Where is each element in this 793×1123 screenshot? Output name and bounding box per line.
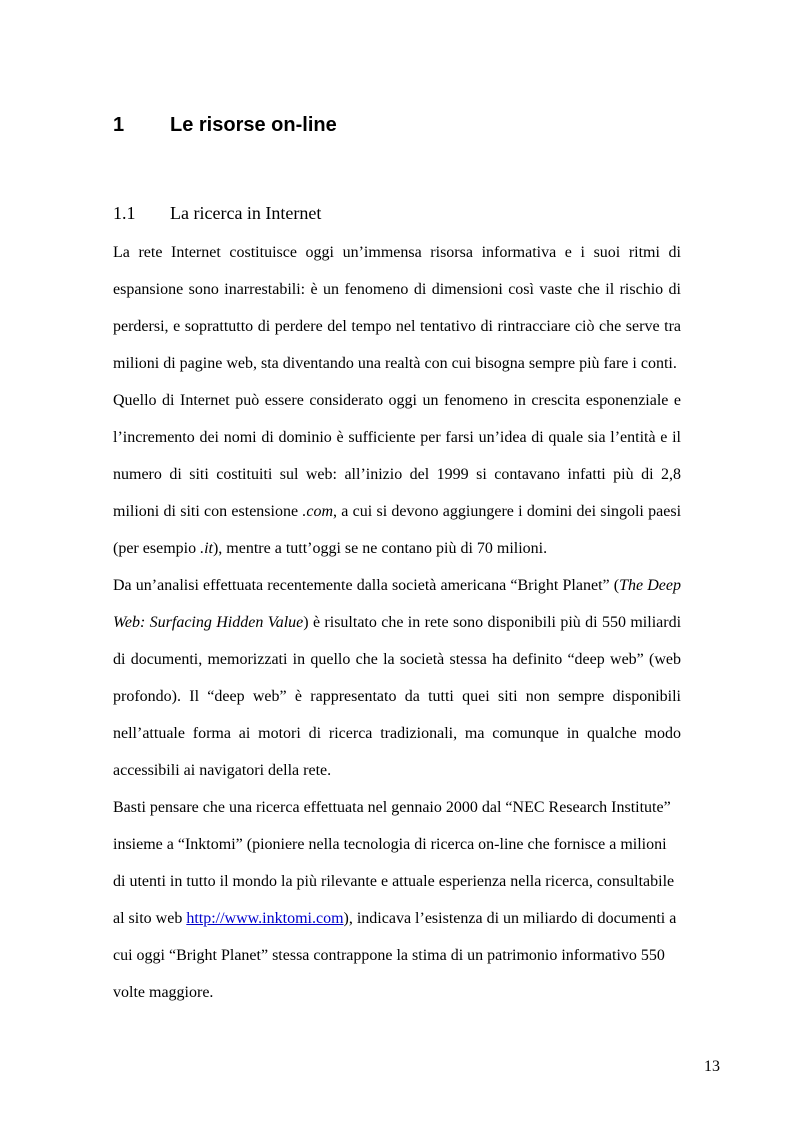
paragraph-3 bbox=[113, 567, 681, 789]
paragraph-4-text-a: Basti pensare che una ricerca effettuata nel gennaio 2000 dal “NEC Research Institute” insieme a “Inktomi” (pioniere nella tecnologia di ricerca on-line che fornisce a milioni di utenti in tutto il mondo la più rilevante e attuale esperienza nella ricerca, consultabile al sito web bbox=[113, 799, 675, 927]
section-title: La ricerca in Internet bbox=[170, 203, 322, 223]
body-text bbox=[113, 234, 681, 1011]
paragraph-2 bbox=[113, 382, 681, 567]
chapter-number: 1 bbox=[113, 114, 125, 136]
paragraph-4 bbox=[113, 789, 681, 1011]
paragraph-4-text-b: ), indicava l’esistenza di un miliardo di documenti a cui oggi “Bright Planet” stessa contrappone la stima di un patrimonio informativo 550 volte maggiore. bbox=[113, 910, 677, 1001]
study-title: The Deep Web: Surfacing Hidden Value bbox=[113, 577, 681, 631]
paragraph-3-text-a: Da un’analisi effettuata recentemente dalla società americana “Bright Planet” ( bbox=[113, 577, 620, 594]
domain-extension-it: .it bbox=[200, 540, 213, 557]
chapter-heading bbox=[113, 111, 337, 139]
inktomi-link[interactable]: http://www.inktomi.com bbox=[186, 910, 344, 927]
page-number: 13 bbox=[704, 1058, 720, 1075]
section-heading bbox=[113, 200, 321, 226]
paragraph-1: La rete Internet costituisce oggi un’immensa risorsa informativa e i suoi ritmi di espansione sono inarrestabili: è un fenomeno di dimensioni così vaste che il rischio di perdersi, e soprattutto di perdere del tempo nel tentativo di rintracciare ciò che serve tra milioni di pagine web, sta diventando una realtà con cui bisogna sempre più fare i conti. bbox=[113, 244, 681, 372]
paragraph-3-text-b: ) è risultato che in rete sono disponibili più di 550 miliardi di documenti, memorizzati in quello che la società stessa ha definito “deep web” (web profondo). Il “deep web” è rappresentato da tutti quei siti non sempre disponibili nell’attuale forma ai motori di ricerca tradizionali, ma comunque in qualche modo accessibili ai navigatori della rete. bbox=[113, 614, 682, 779]
paragraph-2-text-c: ), mentre a tutt’oggi se ne contano più di 70 milioni. bbox=[212, 540, 548, 557]
domain-extension-com: .com bbox=[302, 503, 334, 520]
paragraph-2-text-b: , a cui si devono aggiungere i domini dei singoli paesi (per esempio bbox=[113, 503, 682, 557]
section-number: 1.1 bbox=[113, 203, 136, 223]
paragraph-2-text-a: Quello di Internet può essere considerato oggi un fenomeno in crescita esponenziale e l’incremento dei nomi di dominio è sufficiente per farsi un’idea di quale sia l’entità e il numero di siti costituiti sul web: all’inizio del 1999 si contavano infatti più di 2,8 milioni di siti con estensione bbox=[113, 392, 681, 520]
chapter-title: Le risorse on-line bbox=[170, 114, 337, 136]
